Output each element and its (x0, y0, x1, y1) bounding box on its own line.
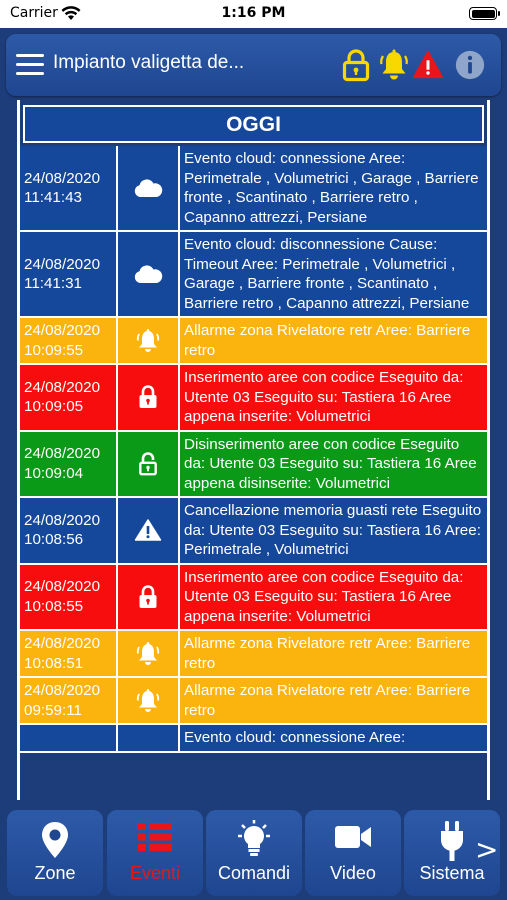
bell-alarm-icon[interactable] (378, 48, 410, 82)
section-title: OGGI (25, 107, 482, 141)
nav-label-eventi: Eventi (129, 863, 181, 883)
event-time: 11:41:31 (24, 275, 82, 292)
nav-next-arrow[interactable]: > (475, 833, 499, 866)
event-time: 10:09:55 (24, 341, 84, 359)
unlock-icon (118, 432, 180, 497)
bottom-nav (0, 805, 507, 900)
lock-icon (118, 565, 180, 630)
warning-fault-icon[interactable] (412, 48, 444, 82)
section-header (20, 102, 487, 146)
nav-label-comandi: Comandi (217, 863, 291, 883)
installation-title: Impianto valigetta de... (53, 52, 245, 73)
event-datetime (20, 565, 118, 630)
event-datetime (20, 432, 118, 497)
nav-label-zone: Zone (34, 863, 76, 883)
event-rows (20, 146, 487, 753)
event-icon-cell (118, 725, 180, 751)
event-description: Allarme zona Rivelatore retr Aree: Barriere retro (184, 682, 471, 719)
event-description: Inserimento aree con codice Eseguito da: Utente 03 Eseguito su: Tastiera 16 Aree appena inserite: Volumetrici (184, 369, 464, 425)
event-datetime (20, 631, 118, 676)
event-date: 24/08/2020 (24, 169, 101, 187)
nav-label-sistema: Sistema (419, 863, 485, 883)
cloud-icon (118, 146, 180, 230)
event-date: 24/08/2020 (24, 322, 101, 339)
lock-status-icon[interactable] (340, 48, 372, 82)
event-description: Disinserimento aree con codice Eseguito da: Utente 03 Eseguito su: Tastiera 16 Aree appena disinserite: Volumetrici (184, 435, 477, 492)
nav-zone-button[interactable] (7, 810, 103, 896)
event-time: 10:09:04 (24, 464, 84, 482)
event-datetime (20, 318, 118, 363)
event-row[interactable] (20, 432, 487, 499)
event-description: Allarme zona Rivelatore retr Aree: Barriere retro (184, 322, 471, 359)
bulb-icon (234, 820, 274, 860)
nav-comandi-button[interactable] (206, 810, 302, 896)
event-description: Cancellazione memoria guasti rete Eseguito da: Utente 03 Eseguito su: Tastiera 16 Aree: Perimetrale , Volumetrici (184, 502, 482, 558)
event-date: 24/08/2020 (24, 445, 101, 463)
event-datetime (20, 232, 118, 316)
event-row[interactable] (20, 318, 487, 365)
event-row[interactable] (20, 725, 487, 753)
event-description: Inserimento aree con codice Eseguito da: Utente 03 Eseguito su: Tastiera 16 Aree appena inserite: Volumetrici (184, 568, 464, 625)
cloud-icon (118, 232, 180, 316)
bell-icon (118, 318, 180, 363)
nav-label-video: Video (330, 863, 376, 883)
event-row[interactable] (20, 498, 487, 565)
event-time: 09:59:11 (24, 701, 82, 719)
event-datetime (20, 365, 118, 430)
event-time: 11:41:43 (24, 189, 82, 206)
event-date: 24/08/2020 (24, 255, 101, 273)
carrier-label: Carrier (10, 5, 58, 21)
bell-icon (118, 678, 180, 723)
battery-icon (469, 7, 497, 20)
app-screen (0, 28, 507, 900)
event-time: 10:09:05 (24, 398, 84, 416)
bell-icon (118, 631, 180, 676)
event-date: 24/08/2020 (24, 378, 101, 396)
event-row[interactable] (20, 232, 487, 318)
nav-eventi-button[interactable] (107, 810, 203, 896)
event-description: Evento cloud: connessione Aree: Perimetrale , Volumetrici , Garage , Barriere fronte , Scantinato , Barriere retro , Capanno attrezzi, Persiane (184, 150, 479, 226)
event-time: 10:08:55 (24, 597, 84, 615)
event-row[interactable] (20, 631, 487, 678)
event-time: 10:08:51 (24, 654, 84, 672)
event-description: Allarme zona Rivelatore retr Aree: Barriere retro (184, 635, 471, 672)
event-datetime (20, 146, 118, 230)
event-row[interactable] (20, 678, 487, 725)
event-date: 24/08/2020 (24, 635, 101, 652)
nav-video-button[interactable] (305, 810, 401, 896)
video-camera-icon (333, 820, 373, 854)
events-table[interactable] (14, 100, 493, 800)
hamburger-menu-icon[interactable] (16, 54, 44, 76)
event-date: 24/08/2020 (24, 578, 101, 596)
event-row[interactable] (20, 365, 487, 432)
top-header (6, 34, 501, 96)
status-bar (0, 0, 507, 28)
warning-icon (118, 498, 180, 563)
event-description: Evento cloud: disconnessione Cause: Timeout Aree: Perimetrale , Volumetrici , Garage , Barriere fronte , Scantinato , Barriere retro , Capanno attrezzi, Persiane (184, 236, 470, 312)
event-date: 24/08/2020 (24, 682, 101, 699)
info-icon[interactable] (454, 48, 486, 82)
event-datetime (20, 498, 118, 563)
map-pin-icon (38, 820, 72, 860)
plug-icon (437, 820, 467, 862)
clock-time: 1:16 PM (221, 5, 286, 21)
event-row[interactable] (20, 565, 487, 632)
event-datetime (20, 725, 118, 751)
event-datetime (20, 678, 118, 723)
list-icon (137, 820, 173, 854)
event-date: 24/08/2020 (24, 511, 101, 529)
event-row[interactable] (20, 146, 487, 232)
event-description: Evento cloud: connessione Aree: (184, 729, 406, 746)
lock-icon (118, 365, 180, 430)
event-time: 10:08:56 (24, 531, 84, 549)
